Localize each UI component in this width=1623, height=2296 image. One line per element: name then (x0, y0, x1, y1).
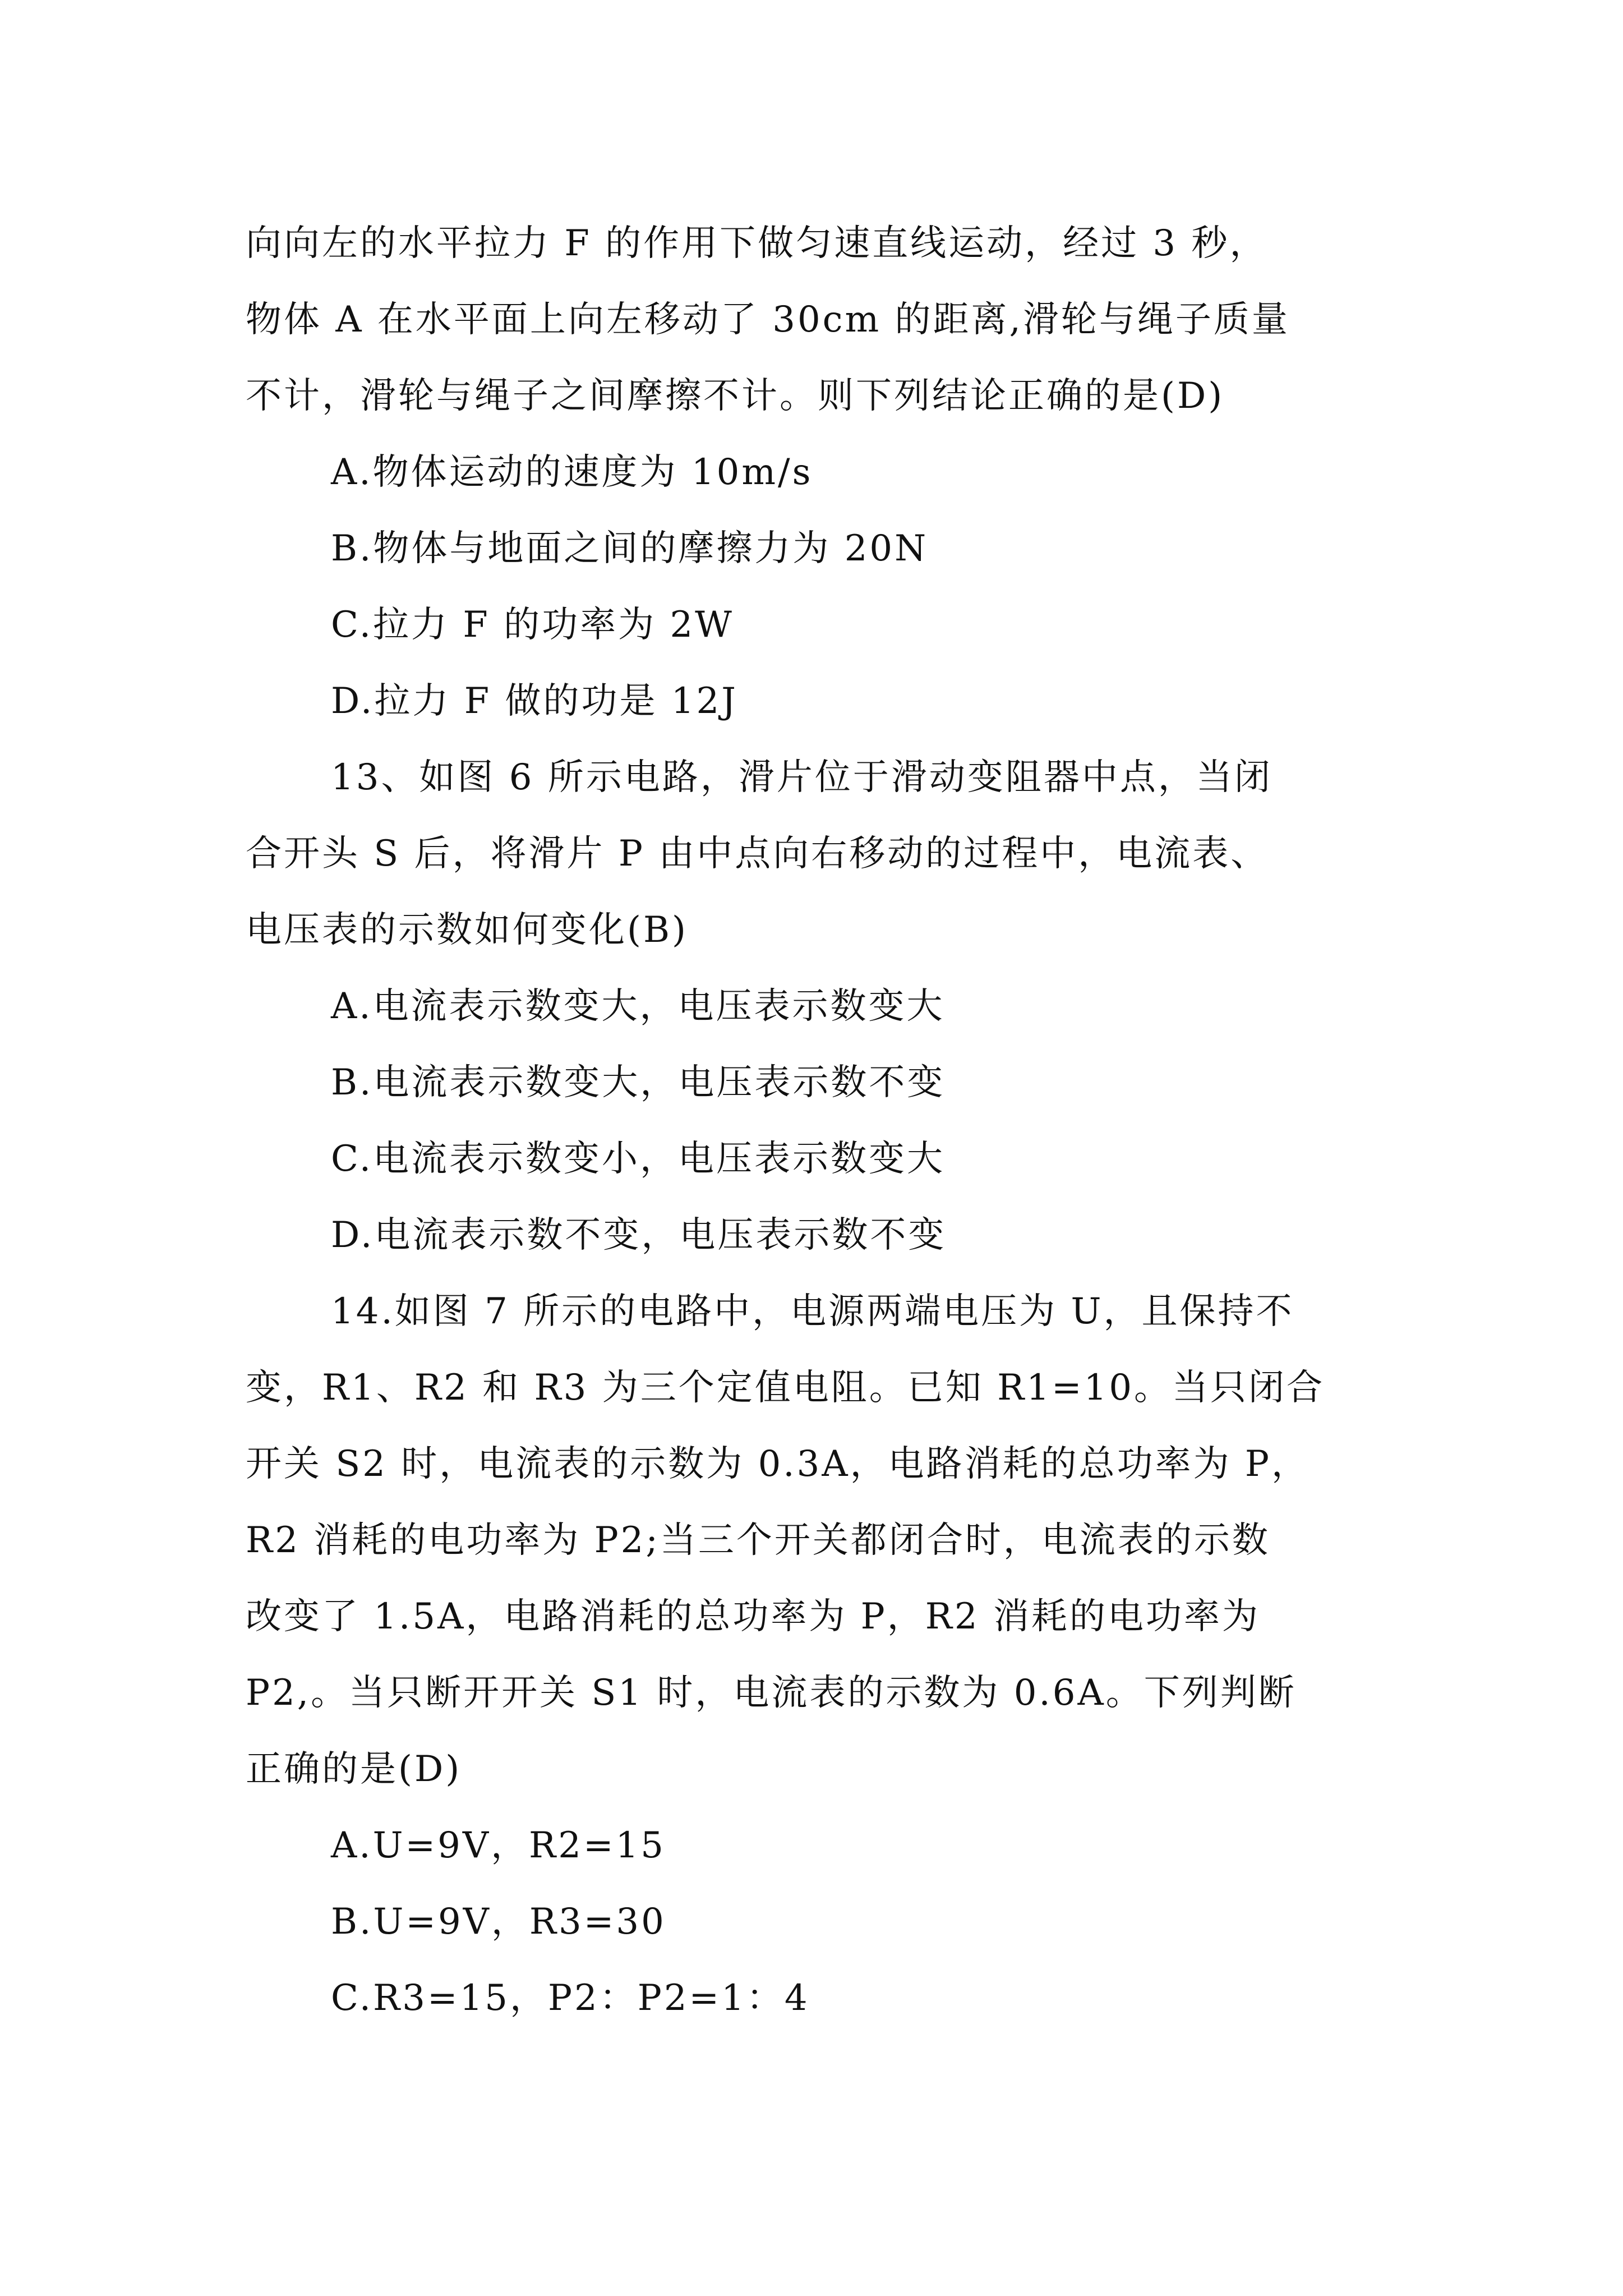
option-line: B.U=9V，R3=30 (331, 1901, 666, 1943)
text-line: 不计，滑轮与绳子之间摩擦不计。则下列结论正确的是(D) (246, 375, 1225, 417)
text-line: 开关 S2 时，电流表的示数为 0.3A，电路消耗的总功率为 P， (246, 1443, 1310, 1485)
option-line: D.电流表示数不变，电压表示数不变 (331, 1214, 947, 1256)
option-line: A.U=9V，R2=15 (331, 1825, 666, 1866)
question-13-start: 13、如图 6 所示电路，滑片位于滑动变阻器中点，当闭 (331, 757, 1272, 798)
text-line: R2 消耗的电功率为 P2;当三个开关都闭合时，电流表的示数 (246, 1520, 1270, 1561)
option-line: C.电流表示数变小，电压表示数变大 (331, 1138, 946, 1180)
option-line: C.R3=15，P2：P2=1：4 (331, 1977, 810, 2019)
option-line: A.物体运动的速度为 10m/s (331, 452, 813, 493)
text-line: 电压表的示数如何变化(B) (246, 909, 688, 951)
option-line: A.电流表示数变大，电压表示数变大 (331, 986, 945, 1027)
text-line: 物体 A 在水平面上向左移动了 30cm 的距离,滑轮与绳子质量 (246, 299, 1290, 341)
text-line: 变，R1、R2 和 R3 为三个定值电阻。已知 R1=10。当只闭合 (246, 1367, 1325, 1409)
option-line: D.拉力 F 做的功是 12J (331, 680, 738, 722)
option-line: C.拉力 F 的功率为 2W (331, 604, 734, 646)
question-14-start: 14.如图 7 所示的电路中，电源两端电压为 U，且保持不 (331, 1291, 1294, 1332)
option-line: B.物体与地面之间的摩擦力为 20N (331, 528, 929, 569)
text-line: 向向左的水平拉力 F 的作用下做匀速直线运动，经过 3 秒， (246, 223, 1268, 264)
text-line: 正确的是(D) (246, 1749, 462, 1790)
option-line: B.电流表示数变大，电压表示数不变 (331, 1062, 946, 1103)
text-line: P2,。当只断开开关 S1 时，电流表的示数为 0.6A。下列判断 (246, 1672, 1297, 1714)
text-line: 改变了 1.5A，电路消耗的总功率为 P，R2 消耗的电功率为 (246, 1596, 1260, 1637)
text-line: 合开头 S 后，将滑片 P 由中点向右移动的过程中，电流表、 (246, 833, 1269, 875)
